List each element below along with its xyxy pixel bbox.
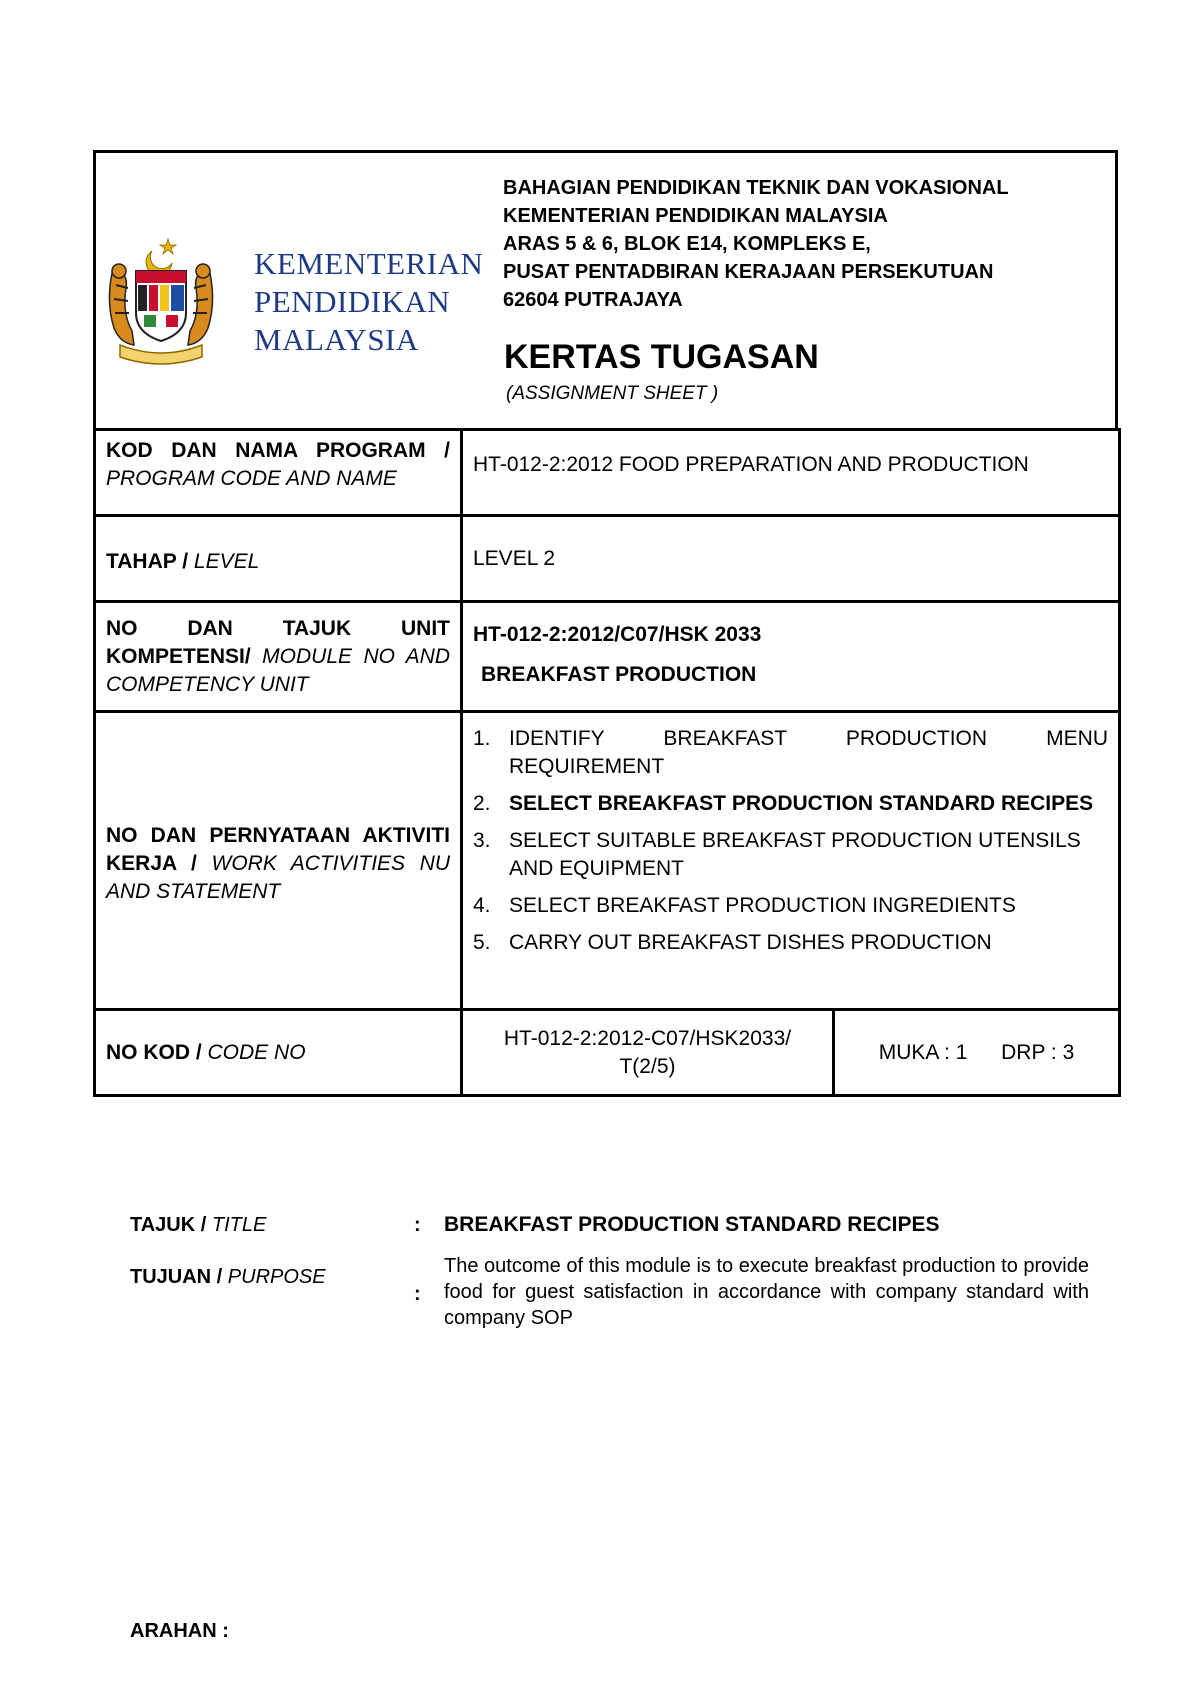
logo-line-2: PENDIDIKAN — [254, 284, 451, 319]
address-line: BAHAGIAN PENDIDIKAN TEKNIK DAN VOKASIONAL — [503, 177, 1009, 199]
item-text: IDENTIFY BREAKFAST PRODUCTION MENU REQUIREMENT — [509, 727, 1108, 778]
label-italic: PURPOSE — [227, 1266, 326, 1288]
page-number — [834, 1010, 1120, 1096]
unit-value — [462, 602, 1120, 712]
ministry-logo-text — [254, 245, 483, 359]
page-current: MUKA : 1 — [878, 1040, 968, 1064]
item-text: SELECT BREAKFAST PRODUCTION STANDARD RECIPES — [509, 792, 1094, 815]
unit-name: BREAKFAST PRODUCTION — [481, 663, 757, 686]
list-item — [473, 827, 1108, 883]
coat-of-arms-logo — [106, 233, 216, 368]
label-bold: KOD DAN NAMA PROGRAM / — [106, 439, 450, 462]
label-bold: NO DAN TAJUK UNIT KOMPETENSI/ — [106, 617, 450, 668]
label-bold: NO DAN PERNYATAAN AKTIVITI KERJA / — [106, 823, 450, 875]
list-item — [473, 725, 1108, 781]
logo-line-3: MALAYSIA — [254, 322, 419, 357]
program-label — [95, 430, 462, 516]
unit-code: HT-012-2:2012/C07/HSK 2033 — [473, 623, 762, 646]
document-header — [93, 150, 1118, 428]
title-colon: : — [414, 1214, 421, 1236]
table-row-activities — [95, 712, 1120, 1010]
label-bold: TAHAP / — [106, 549, 189, 573]
ministry-address — [503, 174, 1119, 314]
label-italic: TITLE — [211, 1214, 267, 1236]
instructions-label: ARAHAN : — [130, 1620, 229, 1642]
info-table — [93, 428, 1121, 1097]
level-value: LEVEL 2 — [462, 516, 1120, 602]
code-value: HT-012-2:2012-C07/HSK2033/T(2/5) — [462, 1010, 834, 1096]
item-number: 5. — [473, 931, 491, 954]
item-number: 2. — [473, 792, 491, 815]
address-line: PUSAT PENTADBIRAN KERAJAAN PERSEKUTUAN — [503, 261, 994, 283]
item-number: 1. — [473, 727, 491, 750]
activities-list-cell — [462, 712, 1120, 1010]
task-title: BREAKFAST PRODUCTION STANDARD RECIPES — [444, 1213, 940, 1236]
item-number: 4. — [473, 894, 491, 917]
sheet-subtitle: (ASSIGNMENT SHEET ) — [506, 383, 719, 404]
item-text: SELECT SUITABLE BREAKFAST PRODUCTION UTENSILS AND EQUIPMENT — [509, 829, 1081, 880]
label-bold: NO KOD / — [106, 1040, 202, 1064]
list-item — [473, 892, 1108, 920]
activities-list — [473, 725, 1108, 957]
label-italic: LEVEL — [193, 549, 260, 573]
table-row-code — [95, 1010, 1120, 1096]
table-row-level — [95, 516, 1120, 602]
code-label — [95, 1010, 462, 1096]
label-italic: MODULE NO AND COMPETENCY UNIT — [106, 645, 450, 696]
sheet-title: KERTAS TUGASAN — [504, 338, 819, 376]
task-purpose: The outcome of this module is to execute breakfast production to provide food for guest satisfaction in accordance with company standard with company SOP — [444, 1255, 1089, 1329]
item-number: 3. — [473, 829, 491, 852]
address-line: ARAS 5 & 6, BLOK E14, KOMPLEKS E, — [503, 233, 871, 255]
label-italic: PROGRAM CODE AND NAME — [106, 467, 397, 490]
label-bold: TAJUK / — [130, 1214, 207, 1236]
label-italic: CODE NO — [207, 1040, 306, 1064]
list-item — [473, 790, 1108, 818]
title-label — [130, 1214, 266, 1237]
list-item — [473, 929, 1108, 957]
item-text: CARRY OUT BREAKFAST DISHES PRODUCTION — [509, 931, 992, 954]
address-line: KEMENTERIAN PENDIDIKAN MALAYSIA — [503, 205, 888, 227]
unit-label — [95, 602, 462, 712]
item-text: SELECT BREAKFAST PRODUCTION INGREDIENTS — [509, 894, 1016, 917]
activities-label — [95, 712, 462, 1010]
purpose-colon: : — [414, 1283, 421, 1305]
label-italic: WORK ACTIVITIES NU AND STATEMENT — [106, 851, 451, 903]
page-total: DRP : 3 — [1001, 1040, 1075, 1064]
label-bold: TUJUAN / — [130, 1266, 223, 1288]
table-row-program — [95, 430, 1120, 516]
table-row-unit — [95, 602, 1120, 712]
purpose-label — [130, 1266, 326, 1289]
program-value: HT-012-2:2012 FOOD PREPARATION AND PRODUCTION — [462, 430, 1120, 516]
logo-line-1: KEMENTERIAN — [254, 246, 484, 281]
level-label — [95, 516, 462, 602]
address-line: 62604 PUTRAJAYA — [503, 289, 683, 311]
